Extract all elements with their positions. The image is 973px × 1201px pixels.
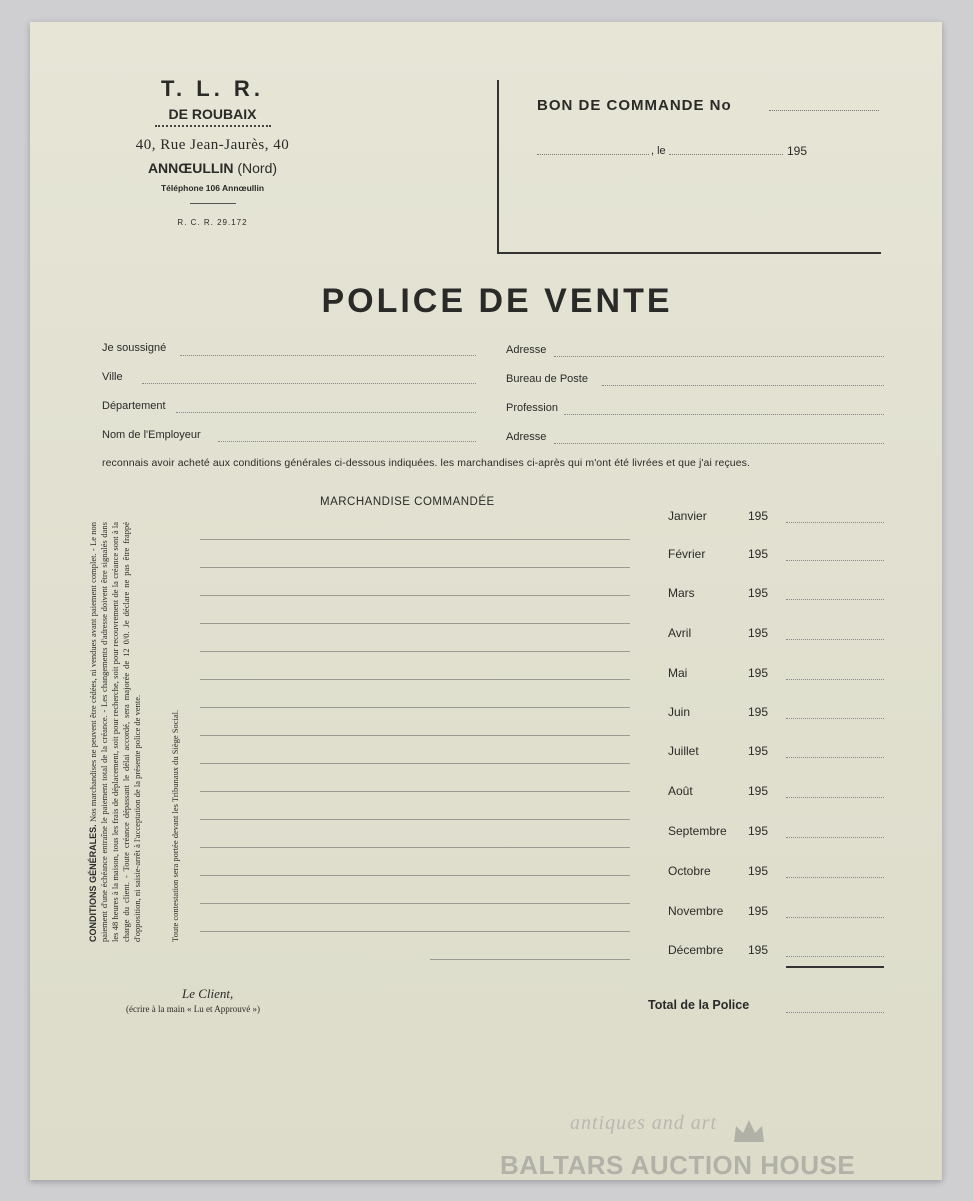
- field-bureau-poste[interactable]: [602, 385, 884, 386]
- month-year: 195: [748, 904, 769, 918]
- divider: [155, 125, 271, 127]
- statement-text: reconnais avoir acheté aux conditions générales ci-dessous indiquées. les marchandises ci-après qui m'ont été livrées et que j'ai reçues.: [102, 457, 751, 469]
- label-ville: Ville: [102, 371, 123, 383]
- field-soussigne[interactable]: [180, 355, 476, 356]
- field-adresse[interactable]: [554, 356, 884, 357]
- total-divider: [786, 966, 884, 968]
- merchandise-line[interactable]: [200, 651, 630, 652]
- merchandise-title: MARCHANDISE COMMANDÉE: [320, 496, 495, 508]
- company-name: T. L. R.: [161, 76, 264, 101]
- watermark-tagline: antiques and art: [570, 1112, 718, 1134]
- month-year: 195: [748, 626, 769, 640]
- month-amount-field[interactable]: [786, 917, 884, 918]
- merchandise-line[interactable]: [200, 707, 630, 708]
- field-departement[interactable]: [176, 412, 476, 413]
- label-adresse-employeur: Adresse: [506, 431, 547, 443]
- client-label: Le Client,: [182, 986, 234, 1001]
- month-year: 195: [748, 864, 769, 878]
- conditions-text: Nos marchandises ne peuvent être cédées, ni vendues avant paiement complet. - Le non paiement d'une échéance entraîne le paiement total de la créance. - Les changements d'adresse doivent être signalés dans les 48 heures à la maison, tous les frais de déplacement, soit pour recherche, soit pour recouvrement de la créance sont à la charge du client. - Toute créance dépassant le délai accordé, sera majorée de 12 0/0. Je déclare ne pas être frappé d'opposition, ni saisie-arrêt à l'acceptation de la présente police de vente.: [88, 521, 142, 942]
- label-adresse: Adresse: [506, 344, 547, 356]
- month-amount-field[interactable]: [786, 797, 884, 798]
- month-amount-field[interactable]: [786, 599, 884, 600]
- month-year: 195: [748, 547, 769, 561]
- month-amount-field[interactable]: [786, 522, 884, 523]
- month-year: 195: [748, 509, 769, 523]
- month-amount-field[interactable]: [786, 757, 884, 758]
- company-city: ANNŒULLIN: [147, 160, 234, 176]
- company-header: [110, 76, 315, 227]
- label-soussigne: Je soussigné: [102, 342, 167, 354]
- month-label: Février: [668, 547, 706, 561]
- field-adresse-employeur[interactable]: [554, 443, 884, 444]
- watermark-brand: BALTARS AUCTION HOUSE: [500, 1150, 856, 1180]
- watermark: [500, 1112, 920, 1192]
- month-year: 195: [748, 943, 769, 957]
- total-amount-field[interactable]: [786, 1012, 884, 1013]
- month-year: 195: [748, 666, 769, 680]
- company-phone: Téléphone 106 Annœullin: [160, 183, 265, 193]
- label-profession: Profession: [506, 402, 558, 414]
- merchandise-line[interactable]: [430, 959, 630, 960]
- month-year: 195: [748, 744, 769, 758]
- label-bureau-poste: Bureau de Poste: [506, 373, 588, 385]
- label-employeur: Nom de l'Employeur: [102, 429, 201, 441]
- month-amount-field[interactable]: [786, 639, 884, 640]
- month-amount-field[interactable]: [786, 837, 884, 838]
- order-date-year: 195: [787, 144, 808, 158]
- month-label: Octobre: [668, 864, 711, 878]
- merchandise-line[interactable]: [200, 791, 630, 792]
- merchandise-line[interactable]: [200, 763, 630, 764]
- merchandise-line[interactable]: [200, 875, 630, 876]
- month-amount-field[interactable]: [786, 718, 884, 719]
- month-label: Mars: [668, 586, 695, 600]
- month-amount-field[interactable]: [786, 877, 884, 878]
- merchandise-line[interactable]: [200, 595, 630, 596]
- merchandise-line[interactable]: [200, 903, 630, 904]
- merchandise-line[interactable]: [200, 539, 630, 540]
- month-year: 195: [748, 586, 769, 600]
- merchandise-line[interactable]: [200, 567, 630, 568]
- month-year: 195: [748, 824, 769, 838]
- order-place-field[interactable]: [537, 154, 649, 155]
- crown-icon: [732, 1118, 766, 1144]
- month-label: Avril: [668, 626, 692, 640]
- company-street: 40, Rue Jean-Jaurès, 40: [135, 137, 290, 153]
- page-title: POLICE DE VENTE: [321, 282, 673, 320]
- field-ville[interactable]: [142, 383, 476, 384]
- order-number-field[interactable]: [769, 110, 879, 111]
- month-label: Juillet: [668, 744, 699, 758]
- order-date-field[interactable]: [669, 154, 783, 155]
- company-rcr: R. C. R. 29.172: [177, 218, 248, 227]
- order-date-label: , le: [651, 145, 666, 157]
- company-region: (Nord): [237, 160, 278, 176]
- label-departement: Département: [102, 400, 166, 412]
- month-amount-field[interactable]: [786, 560, 884, 561]
- month-amount-field[interactable]: [786, 679, 884, 680]
- merchandise-line[interactable]: [200, 931, 630, 932]
- order-box: [497, 80, 881, 254]
- month-label: Septembre: [668, 824, 727, 838]
- month-amount-field[interactable]: [786, 956, 884, 957]
- company-city-line: [110, 160, 315, 176]
- general-conditions: [88, 522, 143, 942]
- month-label: Novembre: [668, 904, 724, 918]
- month-label: Janvier: [668, 509, 707, 523]
- company-location: DE ROUBAIX: [168, 106, 257, 122]
- merchandise-line[interactable]: [200, 819, 630, 820]
- client-note: (écrire à la main « Lu et Approuvé »): [126, 1004, 260, 1014]
- month-label: Juin: [668, 705, 691, 719]
- merchandise-line[interactable]: [200, 735, 630, 736]
- month-label: Décembre: [668, 943, 724, 957]
- total-label: Total de la Police: [648, 998, 750, 1012]
- month-label: Mai: [668, 666, 688, 680]
- merchandise-line[interactable]: [200, 623, 630, 624]
- merchandise-line[interactable]: [200, 847, 630, 848]
- document-sheet: [30, 22, 942, 1180]
- conditions-note: Toute contestation sera portée devant les Tribunaux du Siège Social.: [170, 709, 180, 942]
- field-employeur[interactable]: [218, 441, 476, 442]
- merchandise-line[interactable]: [200, 679, 630, 680]
- order-title: BON DE COMMANDE No: [537, 97, 732, 114]
- month-year: 195: [748, 784, 769, 798]
- month-label: Août: [668, 784, 693, 798]
- month-year: 195: [748, 705, 769, 719]
- field-profession[interactable]: [564, 414, 884, 415]
- conditions-heading: CONDITIONS GÉNÉRALES.: [88, 824, 98, 942]
- divider: [190, 203, 236, 204]
